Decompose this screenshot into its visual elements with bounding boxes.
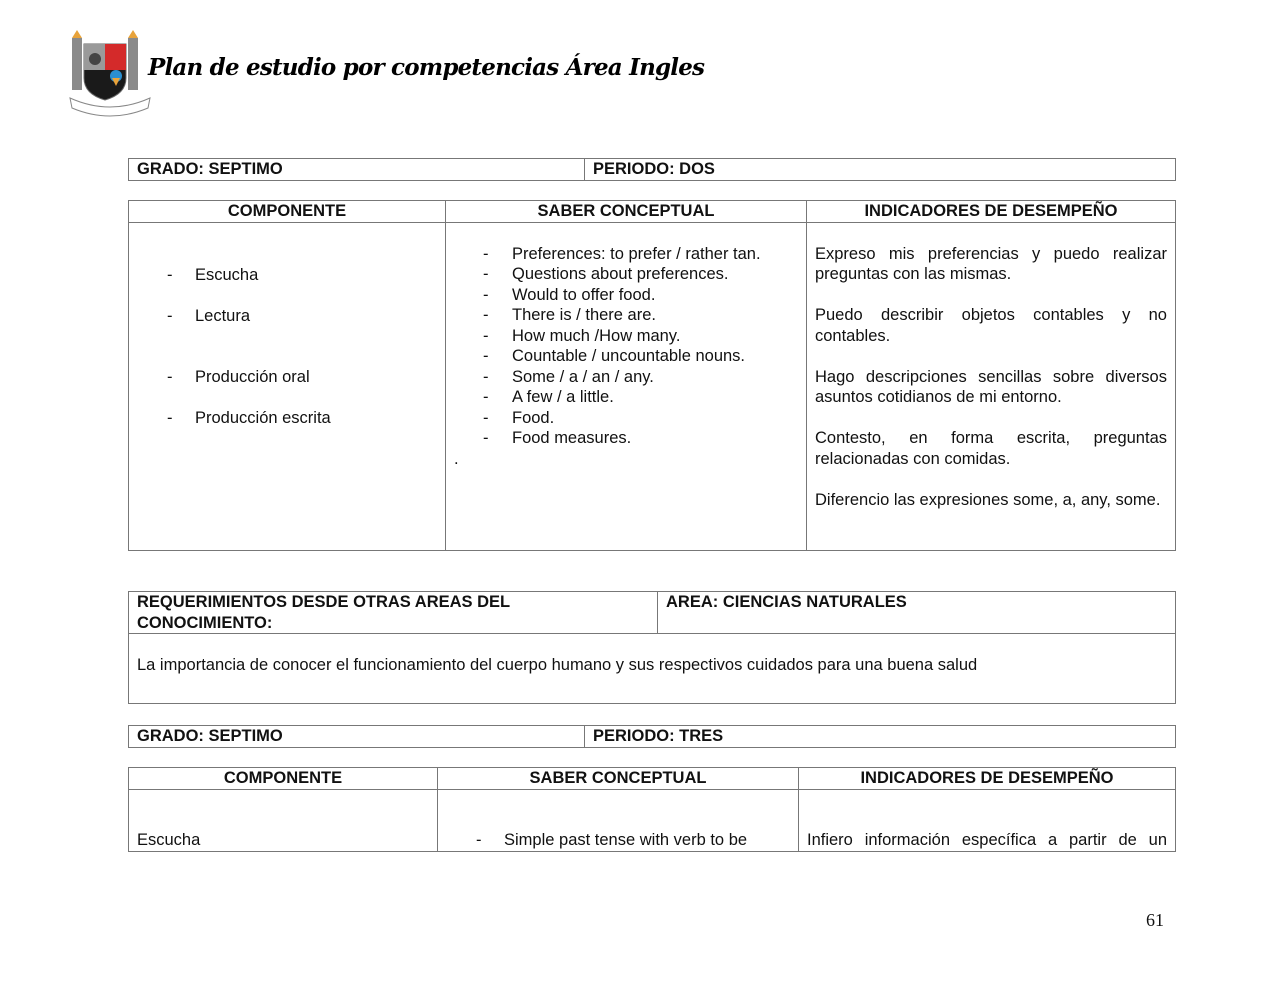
list-item: - Preferences: to prefer / rather tan. (454, 244, 798, 265)
saber-cell (438, 789, 799, 851)
list-item: - Would to offer food. (454, 285, 798, 306)
column-header-componente: COMPONENTE (129, 768, 438, 790)
list-item: - Escucha (137, 265, 437, 286)
column-header-saber: SABER CONCEPTUAL (446, 201, 807, 223)
indicador-item: Expreso mis preferencias y puedo realizar preguntas con las mismas. (815, 244, 1167, 283)
indicador-item: Hago descripciones sencillas sobre diversos asuntos cotidianos de mi entorno. (815, 367, 1167, 406)
requerimientos-label: REQUERIMIENTOS DESDE OTRAS AREAS DEL CONOCIMIENTO: (129, 592, 658, 634)
saber-cell (446, 222, 807, 550)
list-item: - Countable / uncountable nouns. (454, 346, 798, 367)
grado-label: GRADO: SEPTIMO (129, 159, 585, 181)
column-header-saber: SABER CONCEPTUAL (438, 768, 799, 790)
saber-list (446, 830, 790, 851)
list-item: - How much /How many. (454, 326, 798, 347)
indicador-item: Puedo describir objetos contables y no contables. (815, 306, 1167, 345)
list-item: - Lectura (137, 306, 437, 327)
componente-cell (129, 222, 446, 550)
grado-periodo-table-2 (128, 725, 1176, 748)
plan-table-periodo-dos (128, 200, 1176, 551)
grado-periodo-table-1 (128, 158, 1176, 181)
requerimientos-table (128, 591, 1176, 704)
indicadores-cell: Infiero información específica a partir de un (799, 789, 1176, 851)
requerimientos-text: La importancia de conocer el funcionamiento del cuerpo humano y sus respectivos cuidados para una buena salud (129, 634, 1176, 704)
componente-cell: Escucha (129, 789, 438, 851)
indicadores-cell (807, 222, 1176, 550)
list-item: - A few / a little. (454, 387, 798, 408)
list-item: - Producción escrita (137, 408, 437, 429)
plan-table-periodo-tres (128, 767, 1176, 852)
list-item: - There is / there are. (454, 305, 798, 326)
list-item: - Producción oral (137, 367, 437, 388)
list-item: - Some / a / an / any. (454, 367, 798, 388)
document-title: Plan de estudio por competencias Área Ingles (148, 54, 705, 81)
saber-list (454, 244, 798, 449)
list-item: - Simple past tense with verb to be (446, 830, 790, 851)
column-header-indicadores: INDICADORES DE DESEMPEÑO (807, 201, 1176, 223)
school-crest-icon (66, 28, 154, 120)
list-item: - Questions about preferences. (454, 264, 798, 285)
column-header-indicadores: INDICADORES DE DESEMPEÑO (799, 768, 1176, 790)
indicador-item: Diferencio las expresiones some, a, any, some. (815, 490, 1161, 509)
column-header-componente: COMPONENTE (129, 201, 446, 223)
periodo-label: PERIODO: TRES (585, 726, 1176, 748)
grado-label: GRADO: SEPTIMO (129, 726, 585, 748)
page-number: 61 (1146, 910, 1164, 930)
componente-list (137, 265, 437, 429)
list-item: - Food measures. (454, 428, 798, 449)
periodo-label: PERIODO: DOS (585, 159, 1176, 181)
page-header (66, 28, 705, 124)
saber-trailing-dot: . (454, 449, 459, 468)
indicador-item: Contesto, en forma escrita, preguntas relacionadas con comidas. (815, 429, 1167, 468)
list-item: - Food. (454, 408, 798, 429)
area-label: AREA: CIENCIAS NATURALES (658, 592, 1176, 634)
